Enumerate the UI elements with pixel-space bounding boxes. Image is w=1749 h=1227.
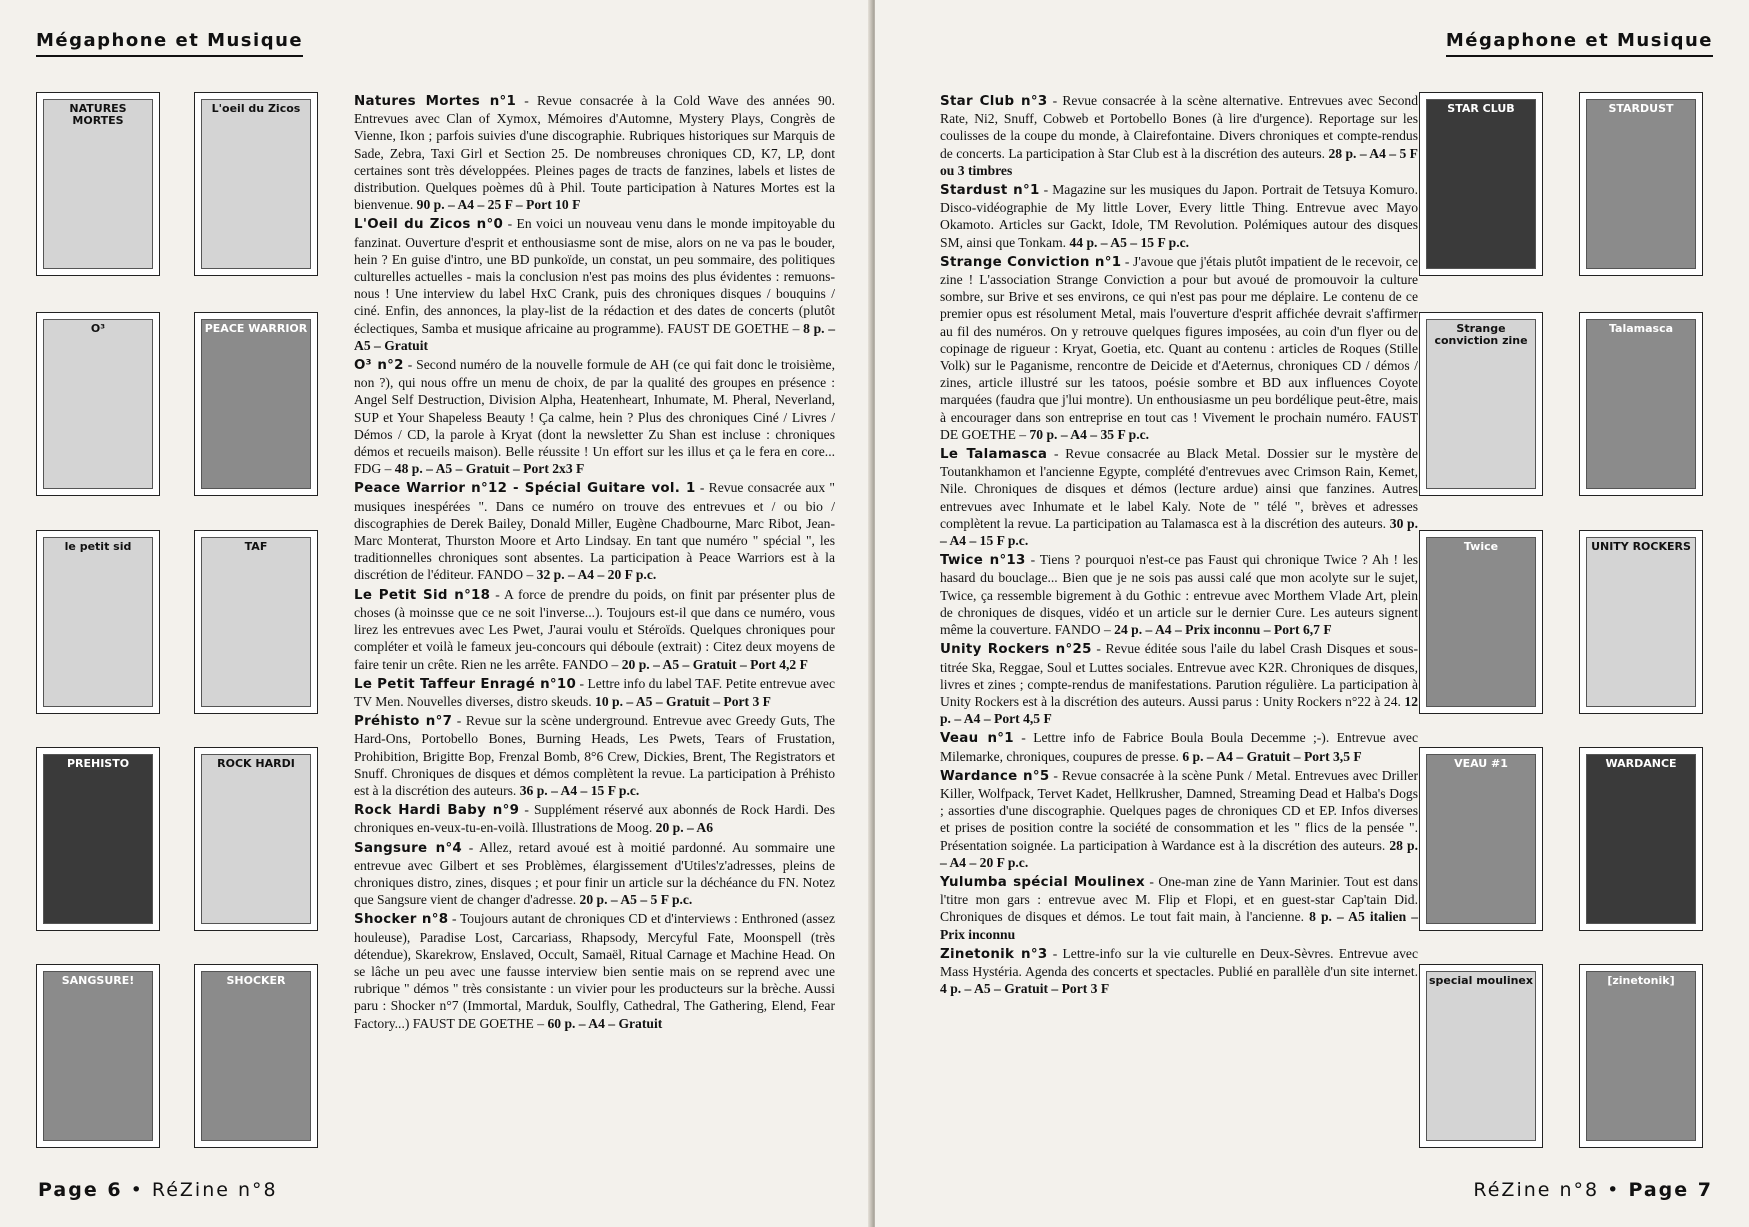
review-meta: 8 p. – A5 – Gratuit: [354, 320, 835, 353]
cover-title: VEAU #1: [1454, 757, 1508, 770]
cover-title: ROCK HARDI: [217, 757, 295, 770]
cover-title: Strange conviction zine: [1434, 322, 1528, 347]
review-entry: [354, 675, 835, 710]
review-meta: 20 p. – A5 – 5 F p.c.: [579, 892, 693, 908]
review-entry: [940, 640, 1418, 727]
review-title: Natures Mortes n°1: [354, 94, 517, 109]
review-title: Twice n°13: [940, 553, 1026, 569]
review-body: - Revue consacrée aux " musiques inespérées ". Dans ce numéro on trouve des entrevues et / ou bio / discographies de Derek Bailey, Donald Miller, Eugène Chadbourne, Marc Ribot, Jean-Marc Monterat, Thurston Moore et Arto Lindsay. En tant que numéro " spécial ", les traditionnelles chroniques sont absentes. La participation à Peace Warriors est à la discrétion de l'éditeur. FANDO –: [354, 480, 835, 583]
review-body: - Tiens ? pourquoi n'est-ce pas Faust qui chronique Twice ? Ah ! les hasard du bouclage... Bien que je ne sois pas aussi calé que mon acolyte sur le sujet, Twice, ça ressemble bigrement à du Gothic : entrevue avec Morthem Vlade Art, plein de chroniques de disques, vidéo et un article sur le dernier Cure. Les auteurs signent même la couverture. FANDO –: [940, 552, 1418, 638]
review-entry: [940, 767, 1418, 871]
cover-image: [1579, 530, 1703, 714]
review-meta: 30 p. – A4 – 15 F p.c.: [940, 515, 1418, 549]
review-title: Le Petit Taffeur Enragé n°10: [354, 676, 577, 692]
review-body: - Revue consacrée à la scène alternative. Entrevues avec Second Rate, Ni2, Snuff, Cobweb et Portobello Bones (à lire d'urgence). Reportage sur les coulisses de la coupe du monde, à Clairefontaine. Divers chroniques et compte-rendus de concerts. La participation à Star Club est à la discrétion des auteurs.: [940, 93, 1418, 161]
issue-label: RéZine n°8: [151, 1179, 278, 1201]
cover-title: le petit sid: [64, 540, 132, 553]
review-title: Zinetonik n°3: [940, 946, 1048, 962]
review-title: Veau n°1: [940, 731, 1014, 747]
page-footer: [38, 1179, 278, 1201]
cover-image: [36, 747, 160, 931]
cover-image: [1579, 312, 1703, 496]
cover-image: [1419, 92, 1543, 276]
review-title: Le Petit Sid n°18: [354, 587, 491, 603]
right-page: [875, 0, 1749, 1227]
cover-title: O³: [90, 322, 106, 335]
cover-image: [1579, 964, 1703, 1148]
review-body: - Lettre info de Fabrice Boula Boula Decemme ;-). Entrevue avec Milemarke, chroniques, coupures de presse.: [940, 730, 1418, 764]
left-page: [0, 0, 871, 1227]
review-meta: 48 p. – A5 – Gratuit – Port 2x3 F: [394, 461, 585, 477]
review-column: [940, 92, 1418, 999]
review-meta: 6 p. – A4 – Gratuit – Port 3,5 F: [1182, 748, 1362, 764]
review-entry: [354, 712, 835, 799]
review-title: Le Talamasca: [940, 447, 1048, 463]
cover-image: [36, 312, 160, 496]
page-number: Page 6: [38, 1179, 123, 1201]
cover-image: [1419, 312, 1543, 496]
review-title: Stardust n°1: [940, 183, 1040, 199]
cover-title: Twice: [1463, 540, 1499, 553]
cover-title: TAF: [244, 540, 268, 553]
cover-title: special moulinex: [1429, 974, 1533, 987]
review-entry: [940, 551, 1418, 638]
review-meta: 28 p. – A4 – 20 F p.c.: [940, 837, 1419, 870]
review-body: - Second numéro de la nouvelle formule de AH (ce qui fait donc le troisième, non ?), qui nous offre un menu de choix, de par la qualité des groupes en présence : Angel Self Destruction, Division Alpha, Heatenheart, Inhumate, M. Pheral, Neverland, SUP et Your Shapeless Beauty ! Ça calme, hein ? Plus des chroniques Ciné / Livres / Démos / CD, la parole à Kryat (dont la newsletter Zu Shan est incluse : chroniques démos et recueils maison). Belle réussite ! Un effort sur les illus et ça le fera en core... FDG –: [354, 357, 835, 477]
review-meta: 20 p. – A5 – Gratuit – Port 4,2 F: [621, 656, 808, 672]
cover-title: SHOCKER: [226, 974, 286, 987]
review-entry: [354, 215, 835, 354]
section-header: Mégaphone et Musique: [36, 30, 303, 57]
review-column: [354, 92, 835, 1034]
review-meta: 70 p. – A4 – 35 F p.c.: [1029, 426, 1150, 442]
review-title: Shocker n°8: [354, 912, 449, 928]
review-meta: 60 p. – A4 – Gratuit: [547, 1015, 663, 1031]
review-title: Rock Hardi Baby n°9: [354, 803, 520, 819]
cover-image: [36, 92, 160, 276]
cover-image: [1419, 964, 1543, 1148]
review-meta: 28 p. – A4 – 5 F ou 3 timbres: [940, 145, 1418, 178]
review-meta: 12 p. – A4 – Port 4,5 F: [940, 693, 1418, 727]
cover-title: PEACE WARRIOR: [204, 322, 308, 335]
review-body: - Revue sur la scène underground. Entrevue avec Greedy Guts, The Hard-Ons, Portobello Bones, Burning Heads, Les Pwets, Tears of Frustation, Prohibition, Brigitte Bop, Frenzal Bomb, 8°6 Crew, Dickies, Brent, The Registrators et Snuff. Chroniques de disques et démos complètent la revue. La participation à Préhisto est à la discrétion des auteurs.: [354, 713, 835, 798]
review-body: - J'avoue que j'étais plutôt impatient de le recevoir, ce zine ! L'association Strange Conviction a pour but avoué de promouvoir la culture sombre, sur Brive et ses environs, ce qui n'est pas pour me déplaire. Le contenu de ce premier opus est résolument Metal, mais l'ouverture d'esprit affichée devrait s'affirmer au fil des numéros. On y retrouve quelques figures imposées, au coin d'un flyer ou de copinage de rigueur : Kryat, Goetia, etc. Quant au contenu : articles de Roques (Stille Volk) sur le Paganisme, rencontre de Deicide et d'Aeternus, chroniques CD / démos / zines, article illustré sur les tatoos, poésie sombre et BD aux influences Coyote marquées (faudra que j'lui montre). Un enthousiasme un peu bordélique peut-être, mais à encourager dans son entreprise en tout cas ! Vivement le prochain numéro. FAUST DE GOETHE –: [940, 253, 1418, 442]
review-entry: [354, 356, 835, 477]
cover-image: [1579, 92, 1703, 276]
cover-image: [194, 747, 318, 931]
review-entry: [354, 92, 835, 213]
review-body: - Revue consacrée à la scène Punk / Metal. Entrevues avec Driller Killer, Wolfpack, Tervet Kadet, Hellkrusher, Damned, Streaming Dead et Halba's Dogs ; assorties d'une discographie. Quelques pages de chroniques CD et EP. Infos diverses et prises de position contre la société de consommation et les " flics de la pensée ". Présentation soignée. La participation à Wardance est à la discrétion des auteurs.: [940, 767, 1418, 853]
review-entry: [354, 801, 835, 836]
section-header: Mégaphone et Musique: [1446, 30, 1713, 57]
cover-title: SANGSURE!: [61, 974, 135, 987]
page-footer: [1473, 1179, 1713, 1201]
cover-title: NATURES MORTES: [69, 102, 127, 127]
cover-title: L'oeil du Zicos: [211, 102, 301, 115]
review-entry: [940, 873, 1418, 943]
review-entry: [940, 253, 1418, 443]
review-meta: 44 p. – A5 – 15 F p.c.: [1069, 234, 1190, 250]
review-meta: 8 p. – A5 italien – Prix inconnu: [940, 909, 1419, 942]
review-meta: 90 p. – A4 – 25 F – Port 10 F: [416, 197, 581, 213]
review-meta: 32 p. – A4 – 20 F p.c.: [536, 567, 657, 583]
review-body: - Magazine sur les musiques du Japon. Portrait de Tetsuya Komuro. Disco-vidéographie de My little Lover, Every little Thing. Entrevue avec Mayo Okamoto. Articles sur Gackt, Idole, TM Revolution. Polémiques autour des disques SM, ainsi que Tonkam.: [940, 182, 1418, 250]
footer-separator: •: [130, 1179, 144, 1201]
review-title: Sangsure n°4: [354, 840, 463, 856]
review-title: L'Oeil du Zicos n°0: [354, 217, 504, 233]
review-body: - Lettre info du label TAF. Petite entrevue avec TV Men. Nouvelles diverses, distro skeuds.: [354, 675, 835, 709]
review-body: - A force de prendre du poids, on finit par présenter plus de choses (à moinsse que ce ne soit l'inverse...). Toujours est-il que dans ce numéro, vous lirez les entrevues avec Les Pwet, J'aurai voulu et Stéroïds. Quelques chroniques pour compléter et voilà le fameux jeu-concours qui déboule (extrait) : Citez deux moyens de faire tenir un crête. Rien ne les arrête. FANDO –: [354, 586, 835, 672]
page-number: Page 7: [1628, 1179, 1713, 1201]
review-entry: [940, 945, 1418, 998]
review-title: Yulumba spécial Moulinex: [940, 874, 1145, 890]
review-body: - Revue consacrée au Black Metal. Dossier sur le mystère de Toutankhamon et l'ancienne Egypte, complété d'entrevues avec Crimson Rain, Kemet, Nile. Chroniques de disques et démos (lecture ardue) ainsi que fanzines. Autres entrevues avec Inhumate et le label Kaly. Note de " télé ", brèves et adresses complètent la revue. La participation au Talamasca est à la discrétion des auteurs.: [940, 446, 1418, 531]
footer-separator: •: [1607, 1179, 1621, 1201]
review-title: Wardance n°5: [940, 768, 1050, 784]
cover-image: [1419, 747, 1543, 931]
review-entry: [354, 839, 835, 909]
cover-title: PREHISTO: [66, 757, 130, 770]
cover-title: UNITY ROCKERS: [1591, 540, 1691, 553]
review-meta: 24 p. – A4 – Prix inconnu – Port 6,7 F: [1114, 622, 1332, 638]
review-title: Unity Rockers n°25: [940, 642, 1092, 658]
review-meta: 20 p. – A6: [655, 820, 714, 836]
review-title: Préhisto n°7: [354, 714, 453, 730]
cover-image: [36, 530, 160, 714]
review-title: Peace Warrior n°12 - Spécial Guitare vol. 1: [354, 481, 696, 497]
review-entry: [940, 729, 1418, 764]
cover-image: [194, 530, 318, 714]
review-entry: [354, 910, 835, 1031]
cover-title: [zinetonik]: [1607, 974, 1675, 987]
cover-image: [194, 964, 318, 1148]
review-title: O³ n°2: [354, 358, 404, 374]
cover-title: STARDUST: [1608, 102, 1674, 115]
review-body: - Allez, retard avoué est à moitié pardonné. Au sommaire une entrevue avec Gilbert et ses Problèmes, élargissement d'Utiles'z'adresses, pleins de chroniques distro, zines, disques ; et pour finir un article sur la déchéance du FN. Notez que Sangsure vient de changer d'adresse.: [354, 839, 836, 908]
review-body: - Lettre-info sur la vie culturelle en Deux-Sèvres. Entrevue avec Mass Hystéria. Agenda des concerts et spectacles. Publié en parallèle d'un site internet.: [940, 945, 1419, 979]
review-body: - Toujours autant de chroniques CD et d'interviews : Enthroned (assez houleuse), Paradise Lost, Carcariass, Rhapsody, Mercyful Fate, Moonspell (très détendue), Skarekrow, Enslaved, Occult, Samaël, Ritual Carnage et Machine Head. On se lâche un peu avec une fausse interview bien sentie mais on se reprend avec une rubrique " démos " très consistante : un vivier pour les producteurs sur la brèche. Aussi paru : Shocker n°7 (Immortal, Marduk, Soulfly, Cathedral, The Gathering, Elend, Fear Factory...) FAUST DE GOETHE –: [354, 911, 835, 1031]
review-entry: [940, 181, 1418, 251]
review-body: - En voici un nouveau venu dans le monde impitoyable du fanzinat. Ouverture d'esprit et enthousiasme sont de mise, alors on ne va pas le bouder, hein ? En guise d'intro, une BD punkoïde, un constat, un peu sommaire, des politiques culturelles actuelles - mais la conclusion n'est pas moins des plus évidentes : remuons-nous ! Une interview du label HxC Crank, puis des chroniques disques / bouquins / ciné. Enfin, des annonces, la play-list de la rédaction et des dates de concerts (plutôt éclectiques, Samba et musique africaine au programme). FAUST DE GOETHE –: [354, 216, 835, 336]
review-title: Star Club n°3: [940, 94, 1048, 109]
review-entry: [940, 92, 1418, 179]
cover-image: [1579, 747, 1703, 931]
review-entry: [354, 586, 835, 673]
review-entry: [940, 445, 1418, 549]
review-body: - Revue éditée sous l'aile du label Crash Disques et sous-titrée Ska, Reggae, Soul et Luttes sociales. Entrevue avec K2R. Chroniques de disques, livres et zines ; compte-rendus de manifestations. Parution régulière. La participation à Unity Rockers est à la discrétion des auteurs. Aussi parus : Unity Rockers n°22 à 24.: [940, 641, 1418, 709]
review-meta: 36 p. – A4 – 15 F p.c.: [519, 782, 640, 798]
review-body: - One-man zine de Yann Marinier. Tout est dans l'titre mon gars : entrevue avec M. Flip et Flopi, et en guest-star Cap'tain Did. Chroniques de disques et démos. Le tout fait main, à l'ancienne.: [940, 873, 1418, 925]
cover-title: WARDANCE: [1605, 757, 1677, 770]
issue-label: RéZine n°8: [1473, 1179, 1600, 1201]
review-body: - Supplément réservé aux abonnés de Rock Hardi. Des chroniques en-veux-tu-en-voilà. Illustrations de Moog.: [354, 802, 835, 836]
review-entry: [354, 479, 835, 583]
review-meta: 4 p. – A5 – Gratuit – Port 3 F: [940, 981, 1110, 997]
review-meta: 10 p. – A5 – Gratuit – Port 3 F: [595, 693, 771, 709]
review-title: Strange Conviction n°1: [940, 254, 1122, 270]
cover-image: [194, 312, 318, 496]
cover-image: [194, 92, 318, 276]
cover-title: STAR CLUB: [1447, 102, 1515, 115]
cover-image: [1419, 530, 1543, 714]
review-body: - Revue consacrée à la Cold Wave des années 90. Entrevues avec Clan of Xymox, Mémoires d'Automne, Mystery Plays, Congrès de Vienne, Ikon ; parfois suivies d'une discographie. Rubriques historiques sur Marquis de Sade, Zebra, Taxi Girl et Section 25. De nombreuses chroniques CD, K7, LP, dont certaines sont très développées. Pleines pages de tracts de fanzines, labels et listes de distribution. Quelques poèmes dû à Phil. Toute participation à Natures Mortes est la bienvenue.: [354, 93, 836, 213]
cover-title: Talamasca: [1608, 322, 1674, 335]
cover-image: [36, 964, 160, 1148]
